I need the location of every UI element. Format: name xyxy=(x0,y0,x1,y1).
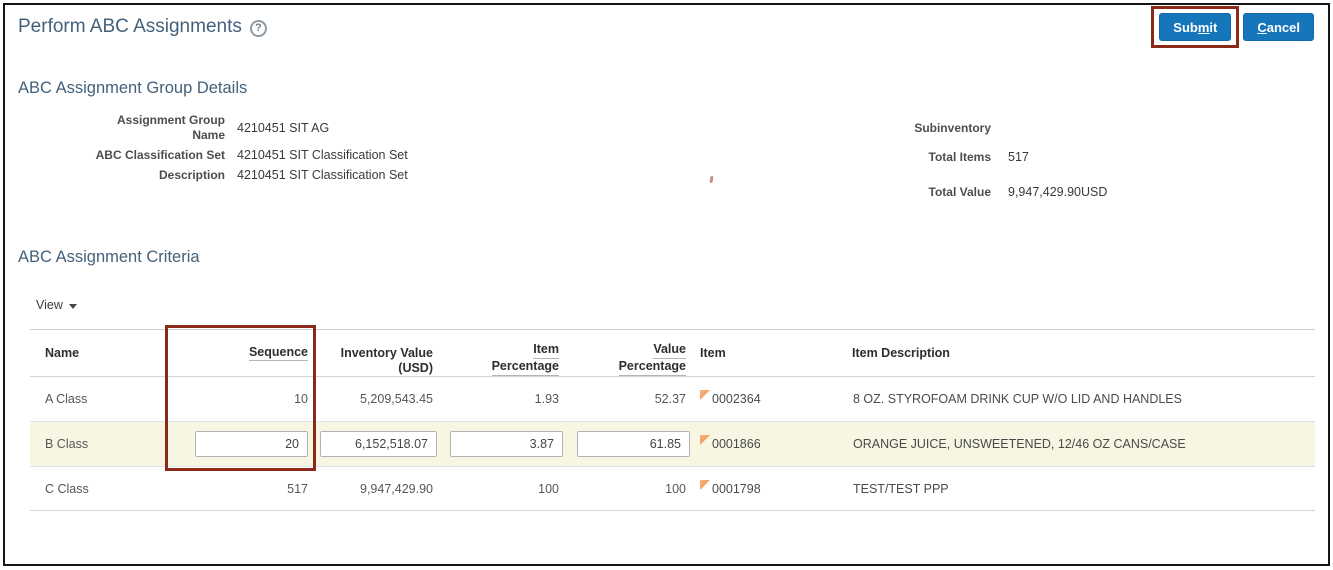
inventory-value-input[interactable] xyxy=(320,431,437,457)
table-row-c-class[interactable] xyxy=(30,467,1315,511)
page-frame xyxy=(3,3,1330,566)
table-header-row xyxy=(30,329,1315,377)
cell-value-percentage: 52.37 xyxy=(654,392,686,406)
abc-classification-set-value: 4210451 SIT Classification Set xyxy=(237,148,408,162)
col-header-name: Name xyxy=(45,346,80,360)
changed-flag-icon xyxy=(700,435,710,445)
submit-button[interactable] xyxy=(1159,13,1231,41)
cell-sequence: 517 xyxy=(287,481,308,496)
description-label: Description xyxy=(158,168,225,182)
cell-inventory-value: 5,209,543.45 xyxy=(360,392,433,406)
submit-label-accesskey: m xyxy=(1197,19,1210,35)
cell-item-description: 8 OZ. STYROFOAM DRINK CUP W/O LID AND HANDLES xyxy=(853,392,1182,406)
col-header-sequence[interactable]: Sequence xyxy=(248,345,308,359)
col-header-value-percentage[interactable]: Value Percentage xyxy=(567,330,694,376)
table-row-b-class[interactable] xyxy=(30,422,1315,467)
total-value-label: Total Value xyxy=(928,185,991,199)
group-details-heading: ABC Assignment Group Details xyxy=(18,79,248,97)
group-details-form-right xyxy=(831,121,1107,199)
submit-label-pre: Sub xyxy=(1173,19,1198,35)
cell-sequence xyxy=(167,422,316,466)
cell-value-percentage xyxy=(567,422,694,466)
changed-flag-icon xyxy=(700,390,710,400)
action-buttons xyxy=(1151,5,1314,55)
col-header-item-description: Item Description xyxy=(852,346,950,360)
cell-name: B Class xyxy=(45,437,89,451)
value-percentage-input[interactable] xyxy=(577,431,690,457)
page-title-text: Perform ABC Assignments xyxy=(18,16,242,37)
col-header-item: Item xyxy=(700,346,726,360)
cell-item-percentage: 1.93 xyxy=(534,392,559,406)
criteria-table xyxy=(30,329,1315,511)
field-subinventory xyxy=(831,121,1107,135)
abc-classification-set-label: ABC Classification Set xyxy=(95,148,225,162)
total-items-value: 517 xyxy=(1008,150,1029,164)
description-value: 4210451 SIT Classification Set xyxy=(237,168,408,182)
field-assignment-group-name xyxy=(17,113,415,143)
assignment-group-name-value: 4210451 SIT AG xyxy=(237,120,330,135)
help-icon[interactable]: ? xyxy=(250,20,267,37)
cell-item-percentage xyxy=(441,422,567,466)
stray-mark xyxy=(710,176,714,183)
cell-inventory-value xyxy=(316,422,441,466)
cell-item-description: TEST/TEST PPP xyxy=(853,481,949,496)
cell-item-percentage: 100 xyxy=(538,481,559,496)
col-header-inventory-value: Inventory Value (USD) xyxy=(340,346,433,375)
highlight-box-submit xyxy=(1151,6,1239,48)
group-details-form-left xyxy=(17,113,415,183)
cancel-label-accesskey: C xyxy=(1257,19,1267,35)
sequence-input[interactable] xyxy=(195,431,308,457)
cell-item-description: ORANGE JUICE, UNSWEETENED, 12/46 OZ CANS/CASE xyxy=(853,437,1186,451)
total-value-value: 9,947,429.90USD xyxy=(1008,185,1108,199)
chevron-down-icon xyxy=(69,304,77,309)
field-total-value xyxy=(831,185,1107,199)
item-number: 0002364 xyxy=(712,392,761,406)
field-abc-classification-set xyxy=(17,148,415,163)
cell-item xyxy=(694,377,852,421)
changed-flag-icon xyxy=(700,480,710,490)
item-number: 0001798 xyxy=(712,481,761,496)
cell-name: C Class xyxy=(45,481,89,496)
view-menu-button[interactable] xyxy=(36,298,77,312)
subinventory-label: Subinventory xyxy=(914,121,991,135)
item-number: 0001866 xyxy=(712,437,761,451)
cancel-button[interactable] xyxy=(1243,13,1314,41)
cell-name: A Class xyxy=(45,392,88,406)
cell-inventory-value: 9,947,429.90 xyxy=(360,481,433,496)
submit-label-post: it xyxy=(1209,19,1218,35)
item-percentage-input[interactable] xyxy=(450,431,563,457)
field-total-items xyxy=(831,150,1107,164)
cell-item xyxy=(694,422,852,466)
cancel-label-post: ancel xyxy=(1266,19,1300,35)
page-title xyxy=(18,16,267,38)
cell-item xyxy=(694,467,852,510)
assignment-group-name-label: Assignment Group Name xyxy=(116,113,225,142)
view-menu-label: View xyxy=(36,298,63,312)
table-row-a-class[interactable] xyxy=(30,377,1315,422)
field-description xyxy=(17,168,415,183)
criteria-heading: ABC Assignment Criteria xyxy=(18,248,200,266)
col-header-item-percentage[interactable]: Item Percentage xyxy=(441,330,567,376)
cell-sequence: 10 xyxy=(294,392,308,406)
cell-value-percentage: 100 xyxy=(665,481,686,496)
total-items-label: Total Items xyxy=(928,150,991,164)
